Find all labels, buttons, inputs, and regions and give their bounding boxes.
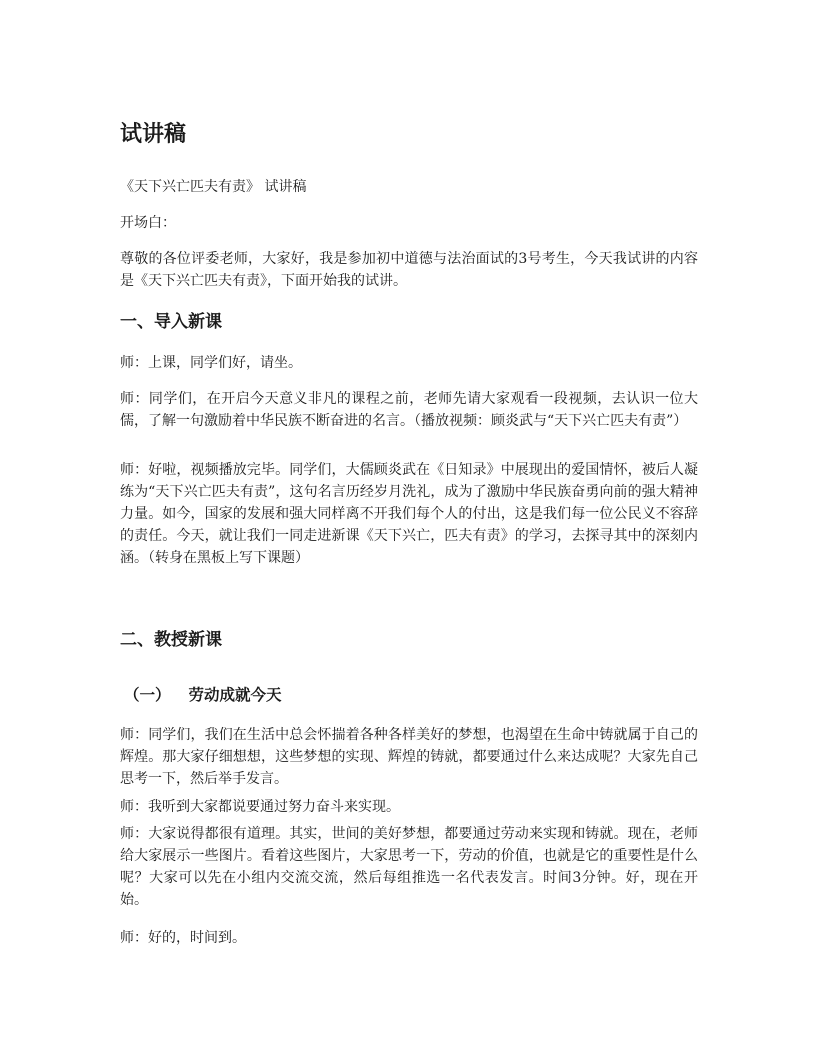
document-title: 试讲稿 xyxy=(120,122,187,147)
subsection-title: 劳动成就今天 xyxy=(188,685,282,704)
opening-paragraph: 尊敬的各位评委老师，大家好，我是参加初中道德与法治面试的3号考生，今天我试讲的内容是《天下兴亡匹夫有责》，下面开始我的试讲。 xyxy=(120,251,698,289)
teaching-paragraph: 师：大家说得都很有道理。其实，世间的美好梦想，都要通过劳动来实现和铸就。现在，老师给大家展示一些图片。看着这些图片，大家思考一下，劳动的价值，也就是它的重要性是什么呢？大家可以先在小组内交流交流，然后每组推选一名代表发言。时间3分钟。好，现在开始。 xyxy=(120,826,698,908)
intro-paragraph: 师：上课，同学们好，请坐。 xyxy=(120,355,302,371)
section-heading-intro: 一、导入新课 xyxy=(120,312,222,332)
subsection-number: （一） xyxy=(124,685,171,704)
opening-label: 开场白： xyxy=(120,215,176,231)
teaching-paragraph: 师：同学们，我们在生活中总会怀揣着各种各样美好的梦想，也渴望在生命中铸就属于自己的辉煌。那大家仔细想想，这些梦想的实现、辉煌的铸就，都要通过什么来达成呢？大家先自己思考一下，然后举手发言。 xyxy=(120,727,698,787)
subsection-heading xyxy=(124,684,282,706)
teaching-paragraph: 师：好的，时间到。 xyxy=(120,930,246,946)
document-subtitle: 《天下兴亡匹夫有责》 试讲稿 xyxy=(120,179,307,195)
intro-paragraph: 师：同学们，在开启今天意义非凡的课程之前，老师先请大家观看一段视频，去认识一位大儒，了解一句激励着中华民族不断奋进的名言。（播放视频：顾炎武与“天下兴亡匹夫有责”） xyxy=(120,391,698,429)
section-heading-teaching: 二、教授新课 xyxy=(120,630,222,650)
teaching-paragraph: 师：我听到大家都说要通过努力奋斗来实现。 xyxy=(120,799,400,815)
intro-paragraph: 师：好啦，视频播放完毕。同学们，大儒顾炎武在《日知录》中展现出的爱国情怀，被后人凝练为“天下兴亡匹夫有责”，这句名言历经岁月洗礼，成为了激励中华民族奋勇向前的强大精神力量。如今，国家的发展和强大同样离不开我们每个人的付出，这是我们每一位公民义不容辞的责任。今天，就让我们一同走进新课《天下兴亡，匹夫有责》的学习，去探寻其中的深刻内涵。（转身在黑板上写下课题） xyxy=(120,462,698,566)
